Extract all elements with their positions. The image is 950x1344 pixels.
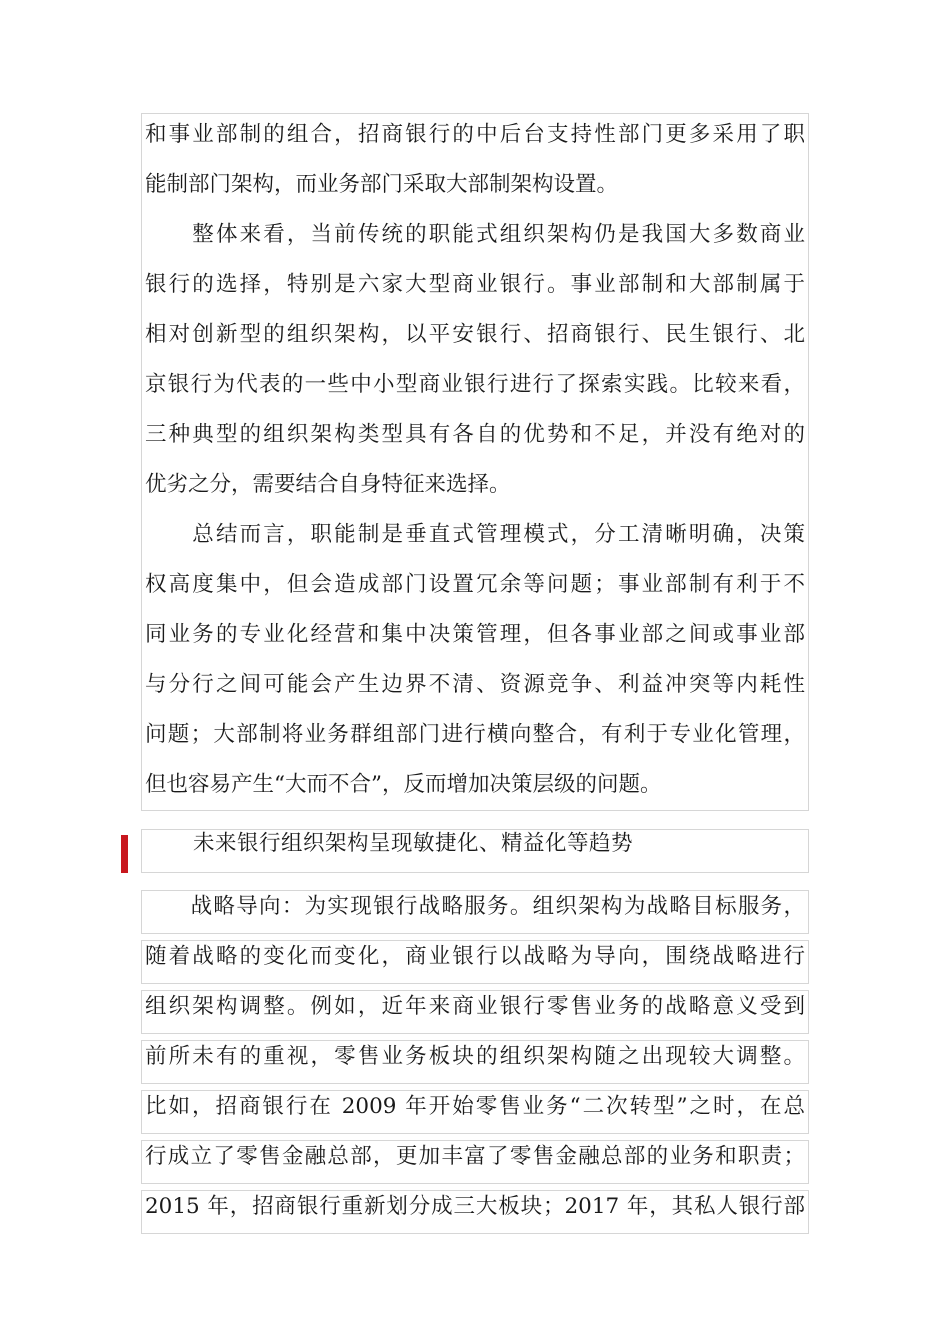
paragraph-line: 随着战略的变化而变化，商业银行以战略为导向，围绕战略进行	[145, 944, 805, 969]
paragraph-line: 三种典型的组织架构类型具有各自的优势和不足，并没有绝对的	[145, 422, 805, 447]
paragraph-line: 战略导向：为实现银行战略服务。组织架构为战略目标服务，	[145, 894, 805, 919]
paragraph-line: 前所未有的重视，零售业务板块的组织架构随之出现较大调整。	[145, 1044, 805, 1069]
paragraph-line: 组织架构调整。例如，近年来商业银行零售业务的战略意义受到	[145, 994, 805, 1019]
paragraph-line: 优劣之分，需要结合自身特征来选择。	[145, 472, 511, 497]
paragraph-line: 权高度集中，但会造成部门设置冗余等问题；事业部制有利于不	[145, 572, 805, 597]
paragraph-line: 整体来看，当前传统的职能式组织架构仍是我国大多数商业	[145, 222, 805, 247]
paragraph-line: 与分行之间可能会产生边界不清、资源竞争、利益冲突等内耗性	[145, 672, 805, 697]
paragraph-line: 比如，招商银行在 2009 年开始零售业务“二次转型”之时，在总	[145, 1094, 805, 1119]
paragraph-line: 总结而言，职能制是垂直式管理模式，分工清晰明确，决策	[145, 522, 805, 547]
paragraph-line: 京银行为代表的一些中小型商业银行进行了探索实践。比较来看，	[145, 372, 805, 397]
paragraph-line: 和事业部制的组合，招商银行的中后台支持性部门更多采用了职	[145, 122, 805, 147]
paragraph-line: 行成立了零售金融总部，更加丰富了零售金融总部的业务和职责；	[145, 1144, 805, 1169]
paragraph-line: 银行的选择，特别是六家大型商业银行。事业部制和大部制属于	[145, 272, 805, 297]
paragraph-line: 问题；大部制将业务群组部门进行横向整合，有利于专业化管理，	[145, 722, 805, 747]
paragraph-line: 2015 年，招商银行重新划分成三大板块；2017 年，其私人银行部	[145, 1194, 805, 1219]
paragraph-line: 能制部门架构，而业务部门采取大部制架构设置。	[145, 172, 619, 197]
heading-accent-bar	[121, 835, 128, 873]
section-heading: 未来银行组织架构呈现敏捷化、精益化等趋势	[193, 831, 634, 856]
paragraph-line: 相对创新型的组织架构，以平安银行、招商银行、民生银行、北	[145, 322, 805, 347]
section-1-box	[141, 113, 809, 811]
paragraph-line: 但也容易产生“大而不合”，反而增加决策层级的问题。	[145, 772, 662, 797]
paragraph-line: 同业务的专业化经营和集中决策管理，但各事业部之间或事业部	[145, 622, 805, 647]
